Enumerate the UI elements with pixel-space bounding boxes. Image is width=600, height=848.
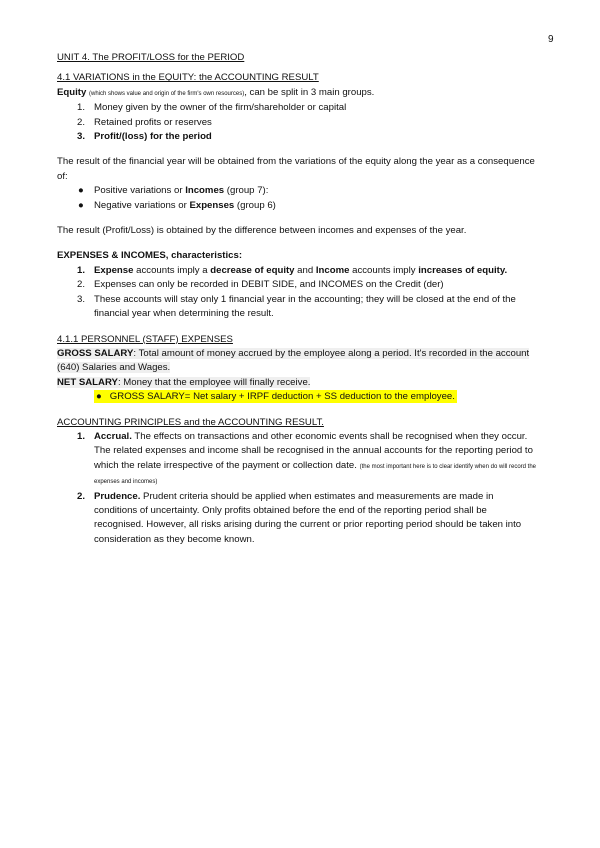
list-item: 2. Expenses can only be recorded in DEBIT SIDE, and INCOMES on the Credit (der) [77,279,444,291]
page-number: 9 [548,34,554,45]
variations-list [77,184,537,213]
salary-formula: GROSS SALARY= Net salary + IRPF deduction + SS deduction to the employee. [109,391,455,403]
net-salary-paragraph: NET SALARY: Money that the employee will finally receive. [57,376,311,388]
principles-list [77,430,537,547]
salary-formula-list [77,390,537,404]
list-item: ● GROSS SALARY= Net salary + IRPF deduction + SS deduction to the employee. [96,391,455,403]
equity-note: (which shows value and origin of the firm's own resources) [89,90,245,97]
expenses-list [77,264,537,322]
equity-paragraph [57,86,537,101]
gross-salary-term: GROSS SALARY [57,347,134,359]
page-content [57,51,537,547]
list-item: 3. These accounts will stay only 1 financial year in the accounting; they will be closed at the end of the financial year when determining the result. [77,293,516,320]
net-salary-term: NET SALARY [57,376,118,388]
principles-heading: ACCOUNTING PRINCIPLES and the ACCOUNTING RESULT. [57,416,324,428]
list-item: ● Positive variations or Incomes (group 7): [78,185,269,197]
list-item: ● Negative variations or Expenses (group 6) [78,199,276,211]
equity-term: Equity [57,86,87,98]
list-item: 1. Accrual. The effects on transactions and other economic events shall be recognised when they occur. The related expenses and income shall be recognised in the annual accounts for the reporting period to which the relate irrespective of the payment or collection date. (the most important here is to clear identify when do will record the expenses and incomes) [77,430,536,486]
section-4-1-1-heading: 4.1.1 PERSONNEL (STAFF) EXPENSES [57,333,233,345]
expenses-heading: EXPENSES & INCOMES, characteristics: [57,250,243,262]
equity-rest: , can be split in 3 main groups. [244,86,375,98]
result-difference-paragraph: The result (Profit/Loss) is obtained by the difference between incomes and expenses of the year. [57,225,467,237]
gross-salary-paragraph: GROSS SALARY: Total amount of money accrued by the employee along a period. It's recorded in the account (640) Salaries and Wages. [57,347,530,374]
unit-title: UNIT 4. The PROFIT/LOSS for the PERIOD [57,52,245,63]
list-item: 1. Expense accounts imply a decrease of equity and Income accounts imply increases of equity. [77,264,508,276]
section-4-1-heading: 4.1 VARIATIONS in the EQUITY: the ACCOUNTING RESULT [57,72,319,84]
list-item: 1. Money given by the owner of the firm/shareholder or capital [77,102,347,114]
list-item: 2. Prudence. Prudent criteria should be applied when estimates and measurements are made in conditions of uncertainty. Only profits obtained before the end of the reporting period shall be recognised. However, all risks arising during the current or prior reporting period should be taken into consideration as they become known. [77,490,522,545]
equity-groups-list [77,101,537,144]
result-paragraph: The result of the financial year will be obtained from the variations of the equity along the year as a consequence of: [57,156,535,182]
list-item: 2. Retained profits or reserves [77,116,212,128]
list-item: 3. Profit/(loss) for the period [77,131,212,143]
